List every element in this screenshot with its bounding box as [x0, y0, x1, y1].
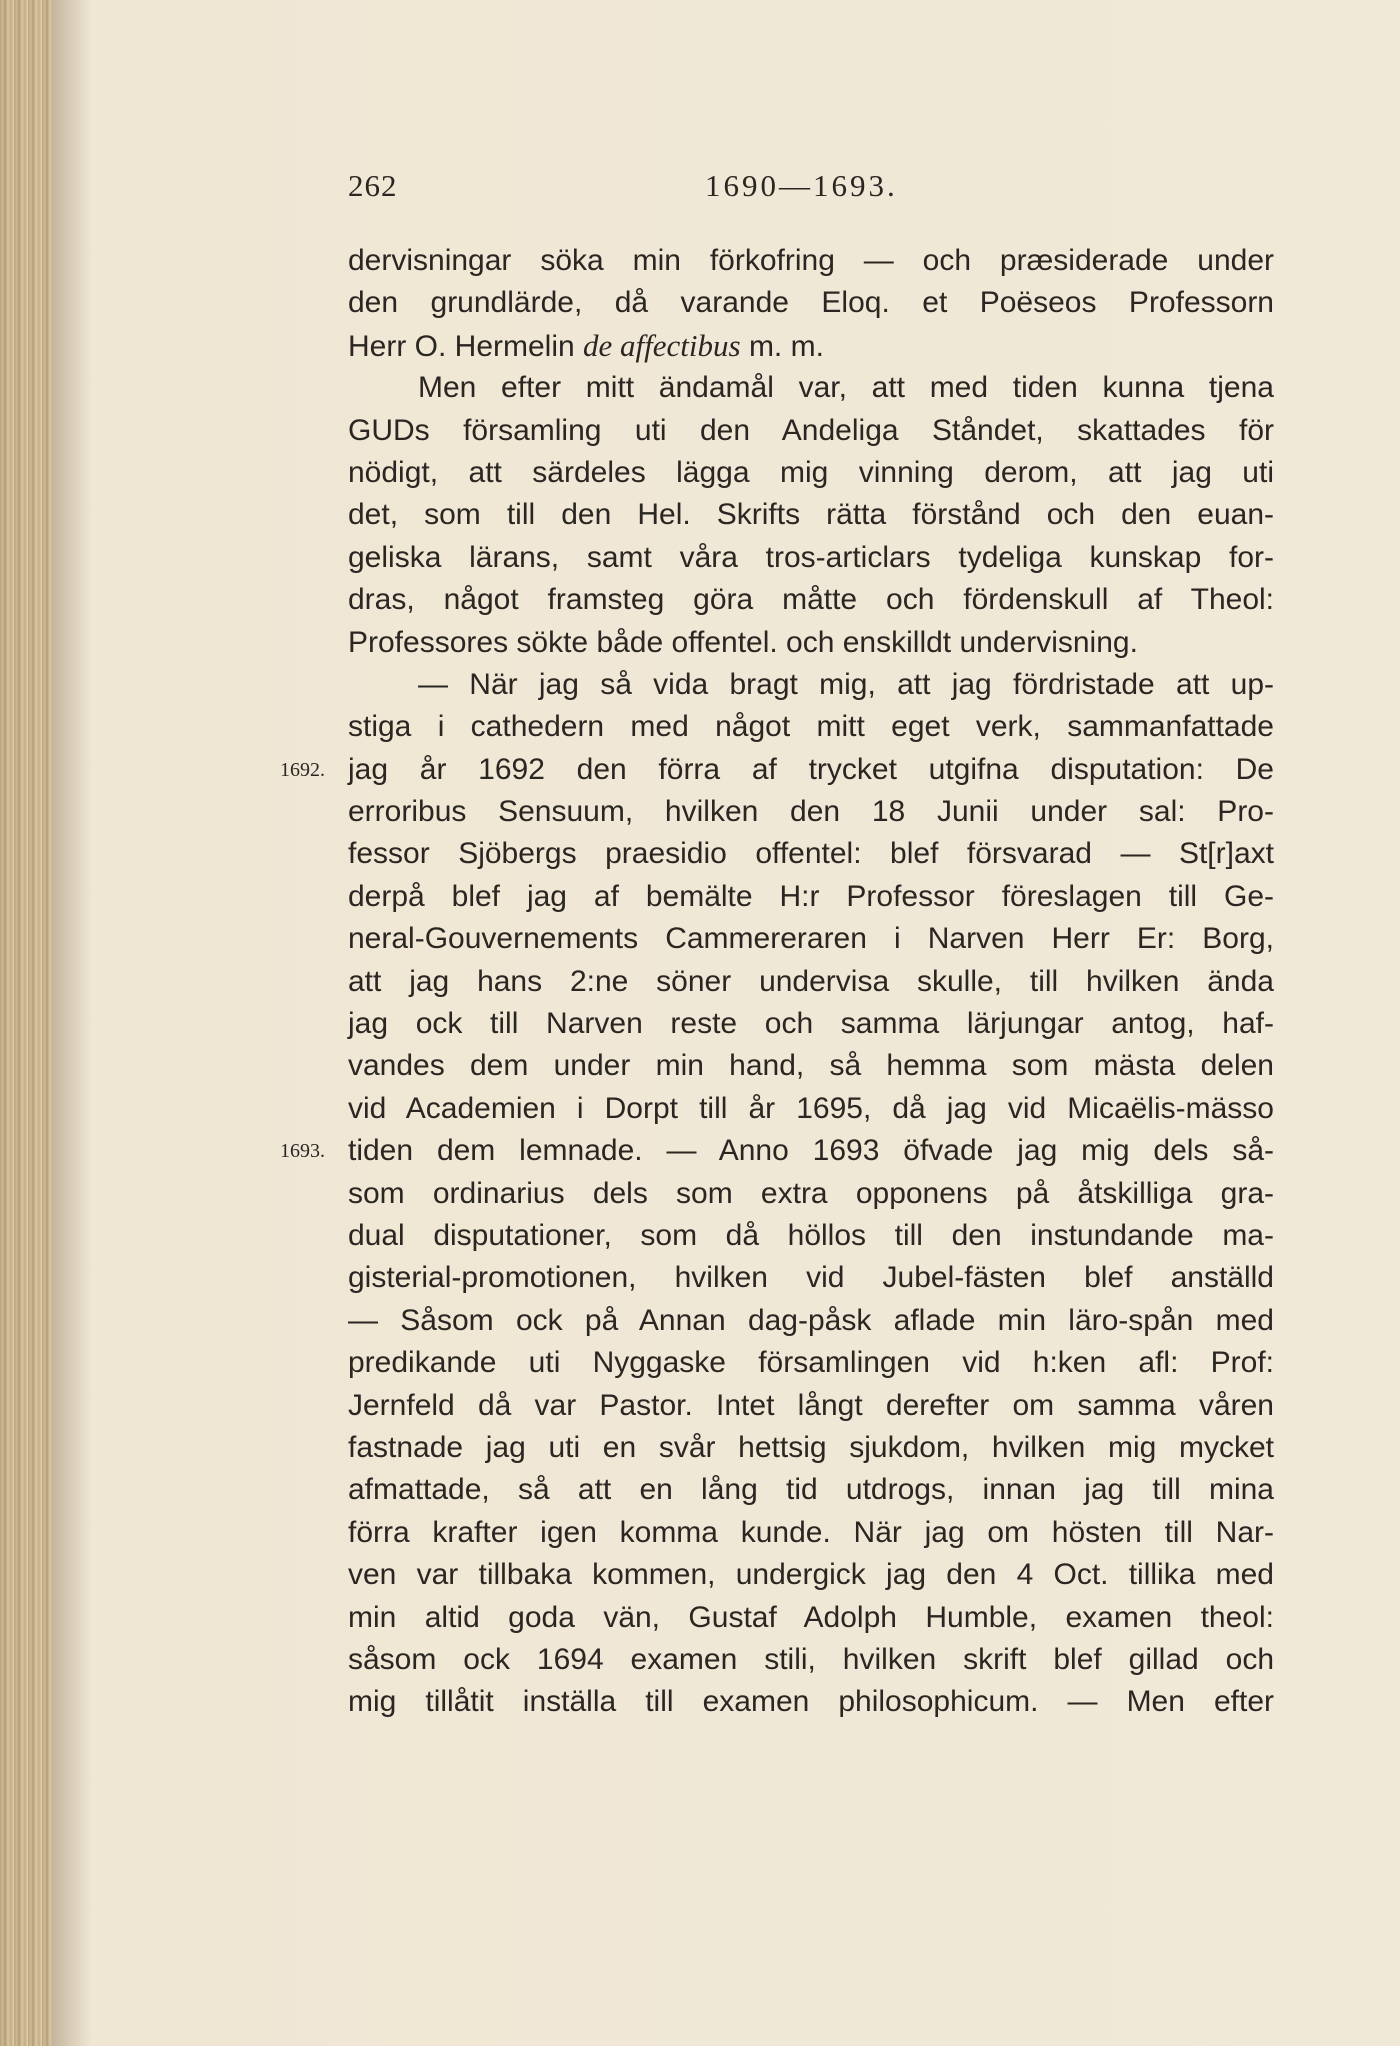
text-line-4: Men efter mitt ändamål var, att med tiden kunna tjena [418, 371, 1274, 405]
text-line-11: — När jag så vida bragt mig, att jag fördristade att up- [418, 667, 1274, 701]
text-line-20: vandes dem under min hand, så hemma som mästa delen [348, 1049, 1274, 1083]
text-line-13 [280, 749, 1274, 791]
text-line-1: dervisningar söka min förkofring — och præsiderade under [348, 244, 1274, 277]
text-line-2: den grundlärde, då varande Eloq. et Poëseos Professorn [348, 286, 1274, 320]
text-line-21: vid Academien i Dorpt till år 1695, då jag vid Micaëlis-mässo [348, 1091, 1274, 1125]
text-line-28: Jernfeld då var Pastor. Intet långt derefter om samma våren [348, 1388, 1274, 1422]
italic-phrase: de affectibus [583, 327, 741, 363]
text-line-3 [348, 325, 1274, 367]
text-line-6: nödigt, att särdeles lägga mig vinning derom, att jag uti [348, 455, 1274, 489]
body-text [280, 240, 1274, 1724]
spine-shadow [52, 0, 92, 2046]
page-number: 262 [348, 168, 398, 203]
text-line-31: förra krafter igen komma kunde. När jag om hösten till Nar- [348, 1515, 1274, 1549]
running-head: 1690—1693. [705, 168, 898, 203]
margin-note-1692: 1692. [280, 758, 325, 781]
text-line-16: derpå blef jag af bemälte H:r Professor föreslagen till Ge- [348, 879, 1274, 913]
text-line-30: afmattade, så att en lång tid utdrogs, innan jag till mina [348, 1473, 1274, 1507]
text-line-29: fastnade jag uti en svår hettsig sjukdom, hvilken mig mycket [348, 1430, 1274, 1464]
text-line-3-start: Herr O. Hermelin [348, 329, 575, 363]
text-line-18: att jag hans 2:ne söner undervisa skulle, till hvilken ända [348, 964, 1274, 998]
text-line-32: ven var tillbaka kommen, undergick jag den 4 Oct. tillika med [348, 1558, 1274, 1592]
text-line-19: jag ock till Narven reste och samma lärjungar antog, haf- [348, 1007, 1274, 1041]
text-line-12: stiga i cathedern med något mitt eget verk, sammanfattade [348, 710, 1274, 744]
text-line-3-end: m. m. [748, 329, 824, 363]
text-line-27: predikande uti Nyggaske församlingen vid h:ken afl: Prof: [348, 1346, 1274, 1380]
text-line-5: GUDs församling uti den Andeliga Ståndet, skattades för [348, 413, 1274, 447]
text-line-17: neral-Gouvernements Cammereraren i Narven Herr Er: Borg, [348, 922, 1274, 956]
margin-note-1693: 1693. [280, 1140, 325, 1163]
book-spine [0, 0, 52, 2046]
text-line-14: erroribus Sensuum, hvilken den 18 Junii under sal: Pro- [348, 795, 1274, 829]
text-line-15: fessor Sjöbergs praesidio offentel: blef försvarad — St[r]axt [348, 837, 1274, 871]
text-line-26: — Såsom ock på Annan dag-påsk aflade min läro-spån med [348, 1303, 1274, 1337]
text-line-9: dras, något framsteg göra måtte och fördenskull af Theol: [348, 583, 1274, 617]
text-line-33: min altid goda vän, Gustaf Adolph Humble, examen theol: [348, 1600, 1274, 1634]
text-line-25: gisterial-promotionen, hvilken vid Jubel-fästen blef anställd [348, 1261, 1274, 1295]
text-line-7: det, som till den Hel. Skrifts rätta förstånd och den euan- [348, 498, 1274, 532]
text-line-13-content: jag år 1692 den förra af trycket utgifna disputation: De [348, 752, 1274, 786]
text-line-8: geliska lärans, samt våra tros-articlars tydeliga kunskap for- [348, 540, 1274, 574]
text-line-23: som ordinarius dels som extra opponens på åtskilliga gra- [348, 1176, 1274, 1210]
text-line-22 [280, 1130, 1274, 1172]
text-line-34: såsom ock 1694 examen stili, hvilken skrift blef gillad och [348, 1642, 1274, 1676]
text-line-10: Professores sökte både offentel. och enskilldt undervisning. [348, 625, 1138, 659]
text-line-35: mig tillåtit inställa till examen philosophicum. — Men efter [348, 1685, 1274, 1719]
page-header [348, 168, 1274, 218]
text-line-22-content: tiden dem lemnade. — Anno 1693 öfvade jag mig dels så- [348, 1134, 1274, 1168]
text-line-24: dual disputationer, som då höllos till den instundande ma- [348, 1218, 1274, 1252]
